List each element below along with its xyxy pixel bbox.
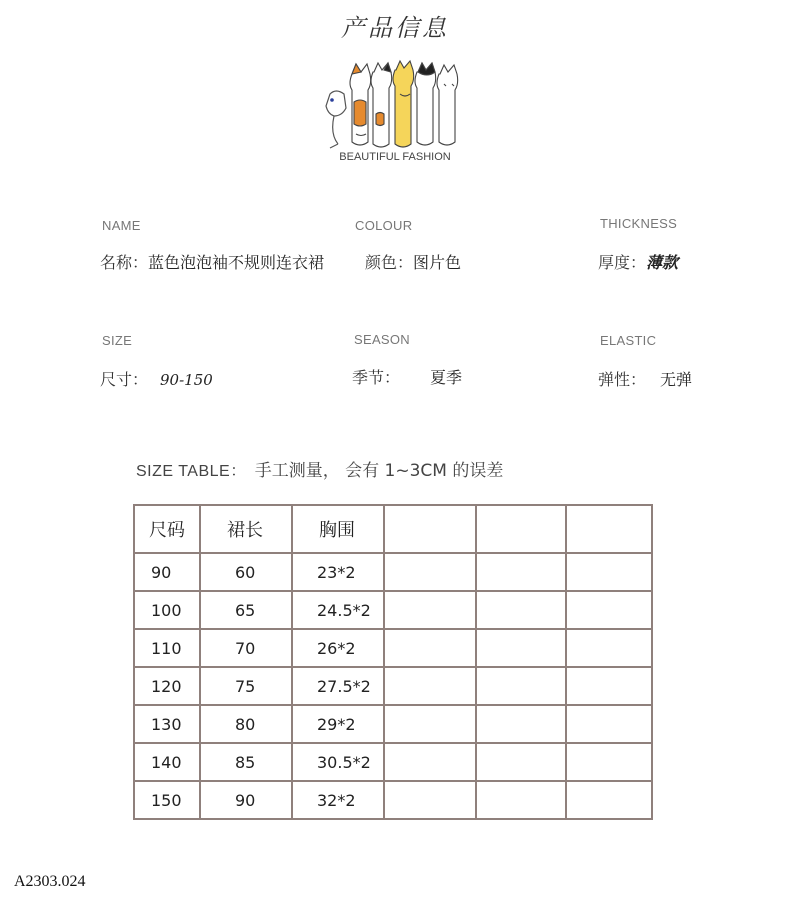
size-table-cell bbox=[384, 743, 476, 781]
size-table-cell bbox=[476, 553, 566, 591]
thickness-label-en: THICKNESS bbox=[600, 216, 678, 231]
size-table-cell bbox=[566, 667, 652, 705]
colour-label-en: COLOUR bbox=[355, 218, 413, 233]
size-table-cell: 90 bbox=[200, 781, 292, 819]
size-table-heading-en: SIZE TABLE： bbox=[136, 463, 247, 480]
colour-key: 颜色： bbox=[365, 253, 414, 272]
name-value: 蓝色泡泡袖不规则连衣裙 bbox=[148, 253, 325, 272]
size-key: 尺寸： bbox=[100, 370, 149, 389]
size-table-cell bbox=[566, 629, 652, 667]
size-table-cell bbox=[384, 591, 476, 629]
cat-blue-outline bbox=[326, 91, 346, 148]
elastic-value: 无弹 bbox=[660, 370, 693, 389]
cat-yellow bbox=[393, 61, 414, 147]
colour-field bbox=[365, 250, 461, 273]
cat-white-calico bbox=[371, 63, 392, 147]
size-table bbox=[133, 504, 653, 820]
name-key: 名称： bbox=[100, 253, 149, 272]
size-table-cell: 27.5*2 bbox=[292, 667, 384, 705]
size-table-cell: 150 bbox=[134, 781, 200, 819]
thickness-key: 厚度： bbox=[598, 253, 647, 272]
size-table-row bbox=[134, 743, 652, 781]
sku-code: A2303.024 bbox=[14, 873, 86, 890]
size-table-cell bbox=[566, 705, 652, 743]
size-table-cell: 140 bbox=[134, 743, 200, 781]
season-key: 季节： bbox=[352, 368, 401, 387]
size-table-heading bbox=[136, 456, 503, 481]
size-table-cell bbox=[384, 667, 476, 705]
size-table-cell: 65 bbox=[200, 591, 292, 629]
size-table-cell: 130 bbox=[134, 705, 200, 743]
size-table-header-cell: 裙长 bbox=[200, 505, 292, 553]
size-table-row bbox=[134, 781, 652, 819]
size-table-cell bbox=[476, 743, 566, 781]
size-value: 90-150 bbox=[160, 371, 213, 389]
size-table-cell bbox=[476, 629, 566, 667]
size-table-row bbox=[134, 667, 652, 705]
size-table-row bbox=[134, 553, 652, 591]
size-table-cell: 60 bbox=[200, 553, 292, 591]
size-table-cell: 100 bbox=[134, 591, 200, 629]
brand-caption: BEAUTIFUL FASHION bbox=[339, 151, 451, 163]
size-table-row bbox=[134, 705, 652, 743]
size-table-cell bbox=[384, 705, 476, 743]
size-table-header-cell bbox=[566, 505, 652, 553]
size-table-cell bbox=[476, 591, 566, 629]
size-table-header-cell bbox=[384, 505, 476, 553]
size-table-header-cell: 胸围 bbox=[292, 505, 384, 553]
size-label-en: SIZE bbox=[102, 333, 133, 348]
size-table-cell: 23*2 bbox=[292, 553, 384, 591]
size-table-cell bbox=[566, 743, 652, 781]
thickness-field bbox=[598, 250, 678, 273]
size-table-cell bbox=[566, 591, 652, 629]
size-table-cell: 80 bbox=[200, 705, 292, 743]
size-table-header-cell bbox=[476, 505, 566, 553]
size-table-cell: 110 bbox=[134, 629, 200, 667]
size-table-row bbox=[134, 629, 652, 667]
cat-white bbox=[437, 65, 458, 145]
size-table-cell bbox=[384, 781, 476, 819]
name-field bbox=[100, 250, 324, 273]
size-table-cell: 120 bbox=[134, 667, 200, 705]
size-table-cell: 30.5*2 bbox=[292, 743, 384, 781]
size-table-cell: 70 bbox=[200, 629, 292, 667]
size-table-cell: 75 bbox=[200, 667, 292, 705]
colour-value: 图片色 bbox=[413, 253, 462, 272]
size-table-cell bbox=[566, 553, 652, 591]
size-table-header-row bbox=[134, 505, 652, 553]
size-table-cell: 26*2 bbox=[292, 629, 384, 667]
size-table-cell bbox=[384, 629, 476, 667]
size-table-cell bbox=[476, 705, 566, 743]
size-table-header-cell: 尺码 bbox=[134, 505, 200, 553]
size-field bbox=[100, 367, 213, 390]
season-value: 夏季 bbox=[430, 368, 463, 387]
thickness-value: 薄款 bbox=[646, 253, 679, 272]
size-table-cell: 24.5*2 bbox=[292, 591, 384, 629]
elastic-label-en: ELASTIC bbox=[600, 333, 657, 348]
season-field bbox=[352, 365, 462, 388]
size-table-cell: 29*2 bbox=[292, 705, 384, 743]
size-table-cell bbox=[476, 667, 566, 705]
size-table-cell bbox=[476, 781, 566, 819]
size-table-cell bbox=[566, 781, 652, 819]
name-label-en: NAME bbox=[102, 218, 141, 233]
elastic-key: 弹性： bbox=[598, 370, 647, 389]
size-table-row bbox=[134, 591, 652, 629]
page-title: 产品信息 bbox=[341, 14, 449, 42]
size-table-cell: 85 bbox=[200, 743, 292, 781]
size-table-cell: 32*2 bbox=[292, 781, 384, 819]
size-table-cell bbox=[384, 553, 476, 591]
size-table-cell: 90 bbox=[134, 553, 200, 591]
elastic-field bbox=[598, 367, 692, 390]
cat-orange bbox=[350, 64, 371, 145]
cat-black-white bbox=[415, 63, 436, 145]
season-label-en: SEASON bbox=[354, 332, 410, 347]
size-table-heading-note: 手工测量， 会有 1~3CM 的误差 bbox=[254, 461, 504, 481]
